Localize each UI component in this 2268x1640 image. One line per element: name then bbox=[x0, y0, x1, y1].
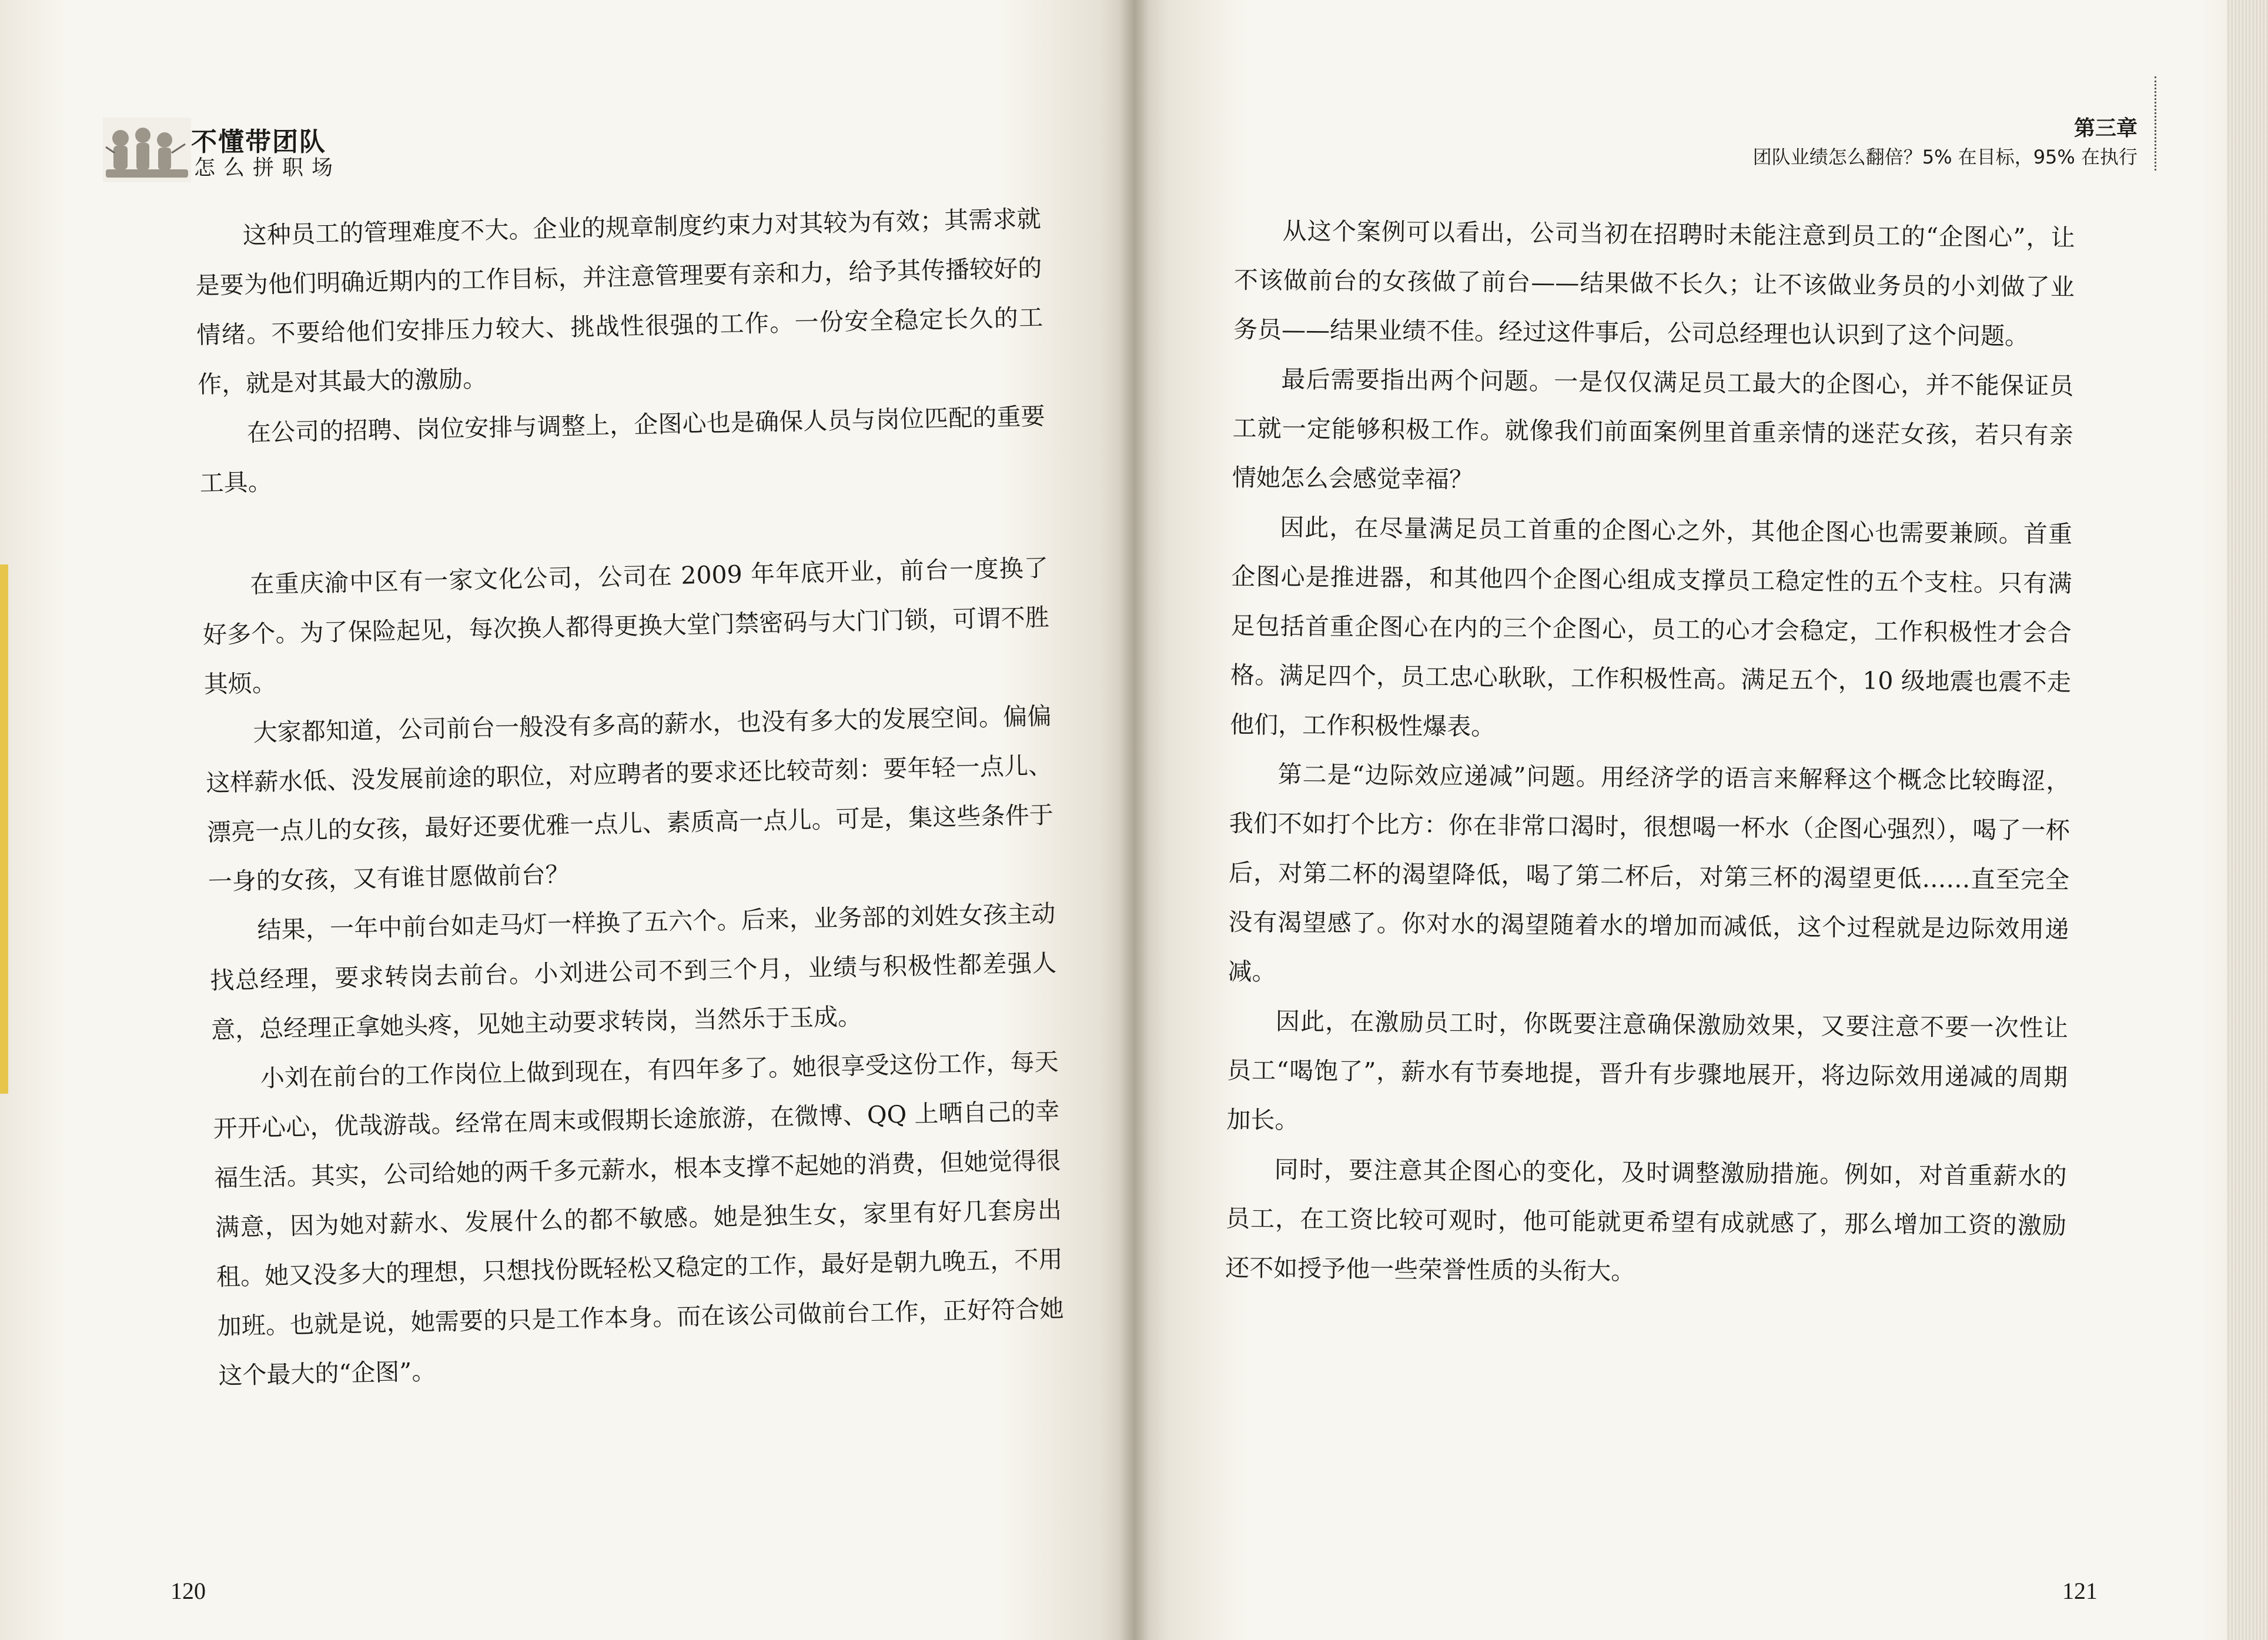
page-number: 120 bbox=[170, 1578, 206, 1604]
header-divider bbox=[2155, 76, 2156, 171]
chapter-label: 第三章 bbox=[2073, 116, 2137, 141]
case-paragraph: 小刘在前台的工作岗位上做到现在，有四年多了。她很享受这份工作，每天开开心心，优哉游哉。经常在周末或假期长途旅游，在微博、QQ 上晒自己的幸福生活。其实，公司给她的两千多元薪水，根本支撑不起她的消费，但她觉得很满意，因为她对薪水、发展什么的都不敏感。她是独生女，家里有好几套房出租。她又没多大的理想，只想找份既轻松又稳定的工作，最好是朝九晚五，不用加班。也就是说，她需要的只是工作本身。而在该公司做前台工作，正好符合她这个最大的“企图”。 bbox=[213, 1047, 1064, 1390]
book-logo-icon bbox=[103, 118, 191, 182]
body-paragraph: 因此，在尽量满足员工首重的企图心之外，其他企图心也需要兼顾。首重企图心是推进器，和其他四个企图心组成支撑员工稳定性的五个支柱。只有满足包括首重企图心在内的三个企图心，员工的心才会稳定，工作积极性才会合格。满足四个，员工忠心耿耿，工作积极性高。满足五个，10 级地震也震不走他们，工作积极性爆表。 bbox=[1230, 513, 2073, 741]
book-header-subtitle: 怎么拼职场 bbox=[194, 156, 342, 180]
right-page bbox=[1135, 0, 2268, 1640]
book-spine-shadow bbox=[1120, 0, 1149, 1640]
page-number: 121 bbox=[2062, 1578, 2098, 1604]
body-paragraph: 第二是“边际效应递减”问题。用经济学的语言来解释这个概念比较晦涩，我们不如打个比方：你在非常口渴时，很想喝一杯水（企图心强烈），喝了一杯后，对第二杯的渴望降低，喝了第二杯后，对第三杯的渴望更低……直至完全没有渴望感了。你对水的渴望随着水的增加而减低，这个过程就是边际效用递减。 bbox=[1227, 760, 2070, 986]
page-stack-edge bbox=[2227, 0, 2268, 1640]
body-paragraph: 这种员工的管理难度不大。企业的规章制度约束力对其较为有效；其需求就是要为他们明确近期内的工作目标，并注意管理要有亲和力，给予其传播较好的情绪。不要给他们安排压力较大、挑战性很强的工作。一份安全稳定长久的工作，就是对其最大的激励。 bbox=[195, 204, 1043, 399]
chapter-title: 团队业绩怎么翻倍？5% 在目标，95% 在执行 bbox=[1752, 146, 2137, 168]
left-page-text bbox=[194, 194, 1065, 1401]
body-paragraph: 最后需要指出两个问题。一是仅仅满足员工最大的企图心，并不能保证员工就一定能够积极工作。就像我们前面案例里首重亲情的迷茫女孩，若只有亲情她怎么会感觉幸福？ bbox=[1232, 365, 2074, 494]
body-paragraph: 在公司的招聘、岗位安排与调整上，企图心也是确保人员与岗位匹配的重要工具。 bbox=[199, 402, 1046, 497]
case-paragraph: 大家都知道，公司前台一般没有多高的薪水，也没有多大的发展空间。偏偏这样薪水低、没发展前途的职位，对应聘者的要求还比较苛刻：要年轻一点儿、漂亮一点儿的女孩，最好还要优雅一点儿、素质高一点儿。可是，集这些条件于一身的女孩，又有谁甘愿做前台？ bbox=[205, 702, 1054, 896]
page-edge-marker bbox=[0, 565, 8, 1094]
body-paragraph: 同时，要注意其企图心的变化，及时调整激励措施。例如，对首重薪水的员工，在工资比较可观时，他可能就更希望有成就感了，那么增加工资的激励还不如授予他一些荣誉性质的头衔大。 bbox=[1225, 1155, 2067, 1286]
case-paragraph: 在重庆渝中区有一家文化公司，公司在 2009 年年底开业，前台一度换了好多个。为了保险起见，每次换人都得更换大堂门禁密码与大门门锁，可谓不胜其烦。 bbox=[202, 553, 1050, 699]
right-page-text bbox=[1225, 206, 2075, 1300]
body-paragraph: 从这个案例可以看出，公司当初在招聘时未能注意到员工的“企图心”，让不该做前台的女孩做了前台——结果做不长久；让不该做业务员的小刘做了业务员——结果业绩不佳。经过这件事后，公司总经理也认识到了这个问题。 bbox=[1233, 216, 2075, 350]
book-header-title: 不懂带团队 bbox=[191, 127, 326, 157]
body-paragraph: 因此，在激励员工时，你既要注意确保激励效果，又要注意不要一次性让员工“喝饱了”，薪水有节奏地提，晋升有步骤地展开，将边际效用递减的周期加长。 bbox=[1226, 1007, 2069, 1135]
case-paragraph: 结果，一年中前台如走马灯一样换了五六个。后来，业务部的刘姓女孩主动找总经理，要求转岗去前台。小刘进公司不到三个月，业绩与积极性都差强人意，总经理正拿她头疼，见她主动要求转岗，当然乐于玉成。 bbox=[209, 899, 1057, 1044]
